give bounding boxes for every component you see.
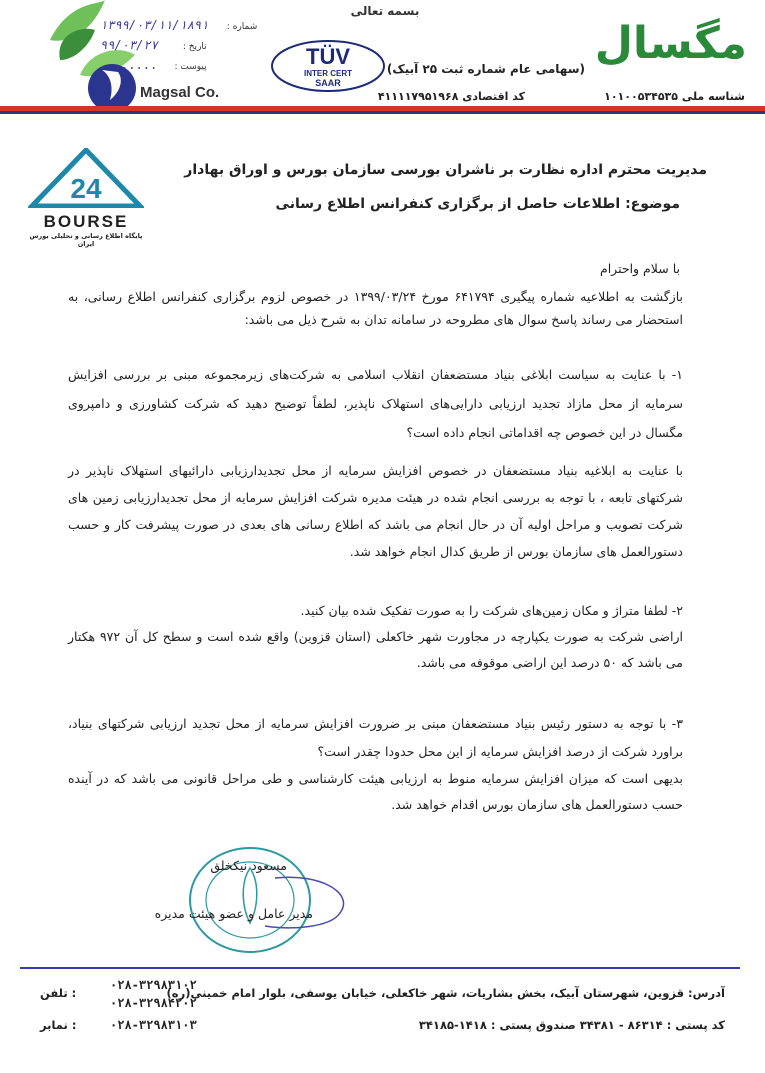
answer-2: اراضی شرکت به صورت یکپارچه در مجاورت شهر خاکعلی (استان قزوین) واقع شده است و سطح کل آن ۹۷۲ هکتار می باشد که ۵۰ درصد این اراضی موقوفه می باشد. [68,629,683,670]
letter-number-value: ۱۳۹۹/۰۳/۱۱/۱۸۹۱ [100,18,209,32]
footer-fax: ۰۲۸-۳۲۹۸۳۱۰۳ [110,1018,197,1032]
bourse-caption: پایگاه اطلاع رسانی و تحلیلی بورس ایران [29,232,143,248]
brand-english-name: Magsal Co. [140,84,220,101]
signer-name: مسعود نیکخلق [210,858,287,873]
tuv-sub2-text: SAAR [315,78,341,88]
header-navy-band [0,111,765,114]
footer-postal: کد پستی : ۸۶۳۱۴ - ۳۴۳۸۱ صندوق پستی : ۱۴۱۸-۳۴۱۸۵ [418,1018,725,1032]
footer-address: آدرس: قزوین، شهرستان آبیک، بخش بشاریات، شهر خاکعلی، خیابان یوسفی، بلوار امام خمینی(ره) [166,986,725,1000]
letter-greeting: با سلام واحترام [599,261,680,276]
letter-number-row [100,18,275,32]
footer-fax-label: : نمابر [40,1018,77,1032]
letter-date-label: تاریخ : [182,42,207,52]
national-id: شناسه ملی ۱۰۱۰۰۵۳۴۵۳۵ [604,90,745,103]
footer-phone-1: ۰۲۸-۳۲۹۸۳۱۰۲ [110,978,197,992]
company-stamp [180,838,360,958]
letter-number-label: شماره : [226,22,258,32]
letter-attachment-value: ........ [100,58,158,72]
bourse-triangle-icon [28,148,144,208]
question-2: ۲- لطفا متراژ و مکان زمین‌های شرکت را به صورت تفکیک شده بیان کنید. [300,603,683,618]
tuv-sub1-text: INTER CERT [304,69,352,78]
signer-title: مدیر عامل و عضو هیئت مدیره [154,906,313,921]
footer-divider [20,967,740,969]
answer-1: با عنایت به ابلاغیه بنیاد مستضعفان در خصوص افزایش سرمایه از محل تجدیدارزیابی دارائیهای استهلاک ناپذیر در شرکتهای تابعه ، با توجه به بررسی انجام شده در هیئت مدیره شرکت افزایش سرمایه از محل تجدیدارزیابی زمین های شرکت تصویب و مراحل اولیه آن در حال انجام می باشد که اطلاع رسانی های بعدی در صورت پیشرفت کار و حسب دستورالعمل های سازمان بورس از طریق کدال انجام خواهد شد. [68,463,683,559]
footer-phone-label: : تلفن [40,986,77,1000]
letter-addressee: مدیریت محترم اداره نظارت بر ناشران بورسی سازمان بورس و اوراق بهادار [184,162,707,178]
bismillah-heading: بسمه تعالی [350,4,420,18]
company-registration: (سهامی عام شماره ثبت ۲۵ آبیک) [386,62,585,76]
letter-intro: بازگشت به اطلاعیه شماره پیگیری ۶۴۱۷۹۴ مورخ ۱۳۹۹/۰۳/۲۴ در خصوص لزوم برگزاری کنفرانس اطلاع رسانی، به استحضار می رساند پاسخ سوال های مطروحه در سامانه تدان به شرح ذیل می باشد: [68,289,683,327]
svg-text:24: 24 [70,173,102,204]
letter-attachment-row [100,58,275,72]
bourse-logo [28,148,144,248]
answer-3: بدیهی است که میزان افزایش سرمایه منوط به ارزیابی هیئت کارشناسی و طی مراحل قانونی می باشد که در آینده حسب دستورالعمل های سازمان بورس اقدام خواهد شد. [68,771,683,812]
brand-logo-text: مگسال [594,18,747,69]
letter-attachment-label: پیوست : [174,62,207,72]
letter-subject: موضوع: اطلاعات حاصل از برگزاری کنفرانس اطلاع رسانی [275,196,680,212]
footer-phone-2: ۰۲۸-۳۲۹۸۴۲۰۲ [110,996,197,1010]
letter-date-value: ۹۹/۰۳/۲۷ [100,38,158,52]
economic-code: کد اقتصادی ۴۱۱۱۱۷۹۵۱۹۶۸ [377,90,525,103]
tuv-main-text: TÜV [306,44,350,69]
bourse-name: BOURSE [43,212,129,231]
tuv-certification-logo [268,38,388,94]
question-3: ۳- با توجه به دستور رئیس بنیاد مستضعفان مبنی بر ضرورت افزایش سرمایه از محل تجدید ارزیابی شرکتهای بنیاد، براورد شرکت از درصد افزایش سرمایه از این محل حدودا چقدر است؟ [68,716,683,759]
question-1: ۱- با عنایت به سیاست ابلاغی بنیاد مستضعفان انقلاب اسلامی به شرکت‌های زیرمجموعه مبنی بر بررسی افزایش سرمایه از محل مازاد تجدید ارزیابی دارایی‌های استهلاک ناپذیر، لطفاً توضیح دهید که شرکت کشاورزی و دامپروی مگسال در این خصوص چه اقداماتی انجام داده است؟ [68,367,683,440]
letter-date-row [100,38,275,52]
